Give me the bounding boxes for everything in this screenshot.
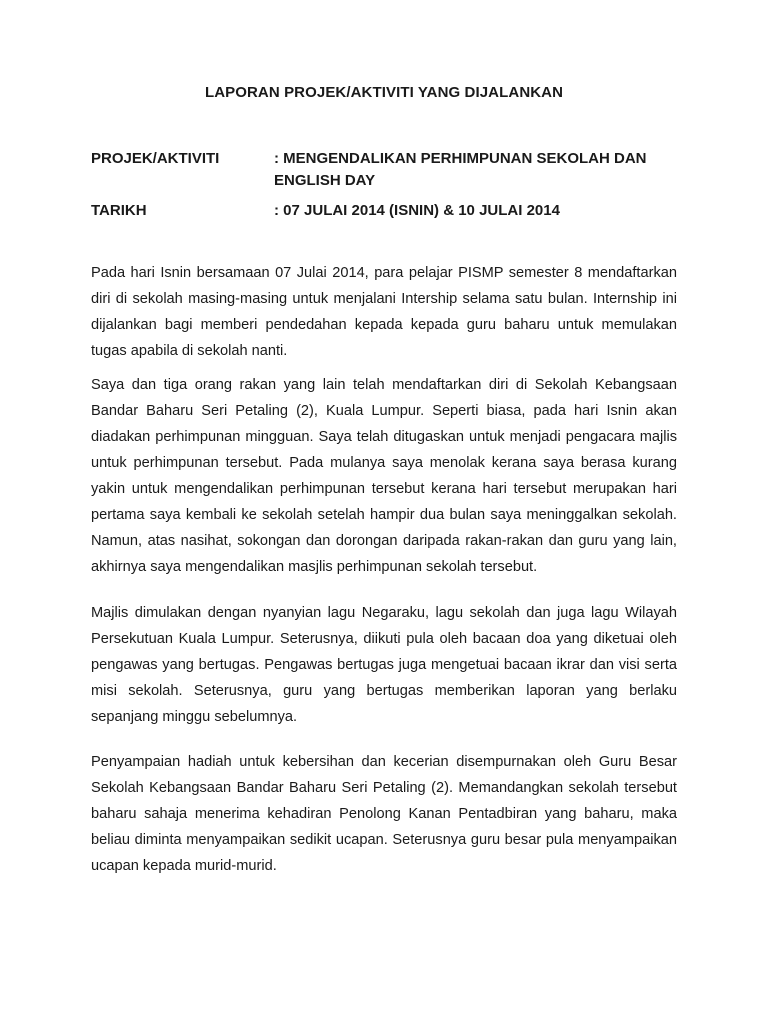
document-title: LAPORAN PROJEK/AKTIVITI YANG DIJALANKAN — [204, 84, 564, 101]
tarikh-label: TARIKH — [91, 202, 147, 219]
paragraph-2: Saya dan tiga orang rakan yang lain telah mendaftarkan diri di Sekolah Kebangsaan Bandar Baharu Seri Petaling (2), Kuala Lumpur. Seperti biasa, pada hari Isnin akan diadakan perhimpunan mingguan. Saya telah ditugaskan untuk menjadi pengacara majlis untuk perhimpunan tersebut. Pada mulanya saya menolak kerana saya berasa kurang yakin untuk mengendalikan perhimpunan tersebut kerana hari tersebut merupakan hari pertama saya kembali ke sekolah setelah hampir dua bulan saya meninggalkan sekolah. Namun, atas nasihat, sokongan dan dorongan daripada rakan-rakan dan guru yang lain, akhirnya saya mengendalikan masjlis perhimpunan sekolah tersebut. — [91, 377, 677, 575]
paragraph-3: Majlis dimulakan dengan nyanyian lagu Negaraku, lagu sekolah dan juga lagu Wilayah Persekutuan Kuala Lumpur. Seterusnya, diikuti pula oleh bacaan doa yang diketuai oleh pengawas yang bertugas. Pengawas bertugas juga mengetuai bacaan ikrar dan visi serta misi sekolah. Seterusnya, guru yang bertugas memberikan laporan yang berlaku sepanjang minggu sebelumnya. — [91, 605, 677, 725]
projek-label: PROJEK/AKTIVITI — [91, 150, 220, 167]
paragraph-4: Penyampaian hadiah untuk kebersihan dan kecerian disempurnakan oleh Guru Besar Sekolah Kebangsaan Bandar Baharu Seri Petaling (2). Memandangkan sekolah tersebut baharu sahaja menerima kehadiran Penolong Kanan Pentadbiran yang baharu, maka beliau diminta menyampaikan sedikit ucapan. Seterusnya guru besar pula menyampaikan ucapan kepada murid-murid. — [91, 754, 677, 874]
paragraph-1: Pada hari Isnin bersamaan 07 Julai 2014, para pelajar PISMP semester 8 mendaftarkan diri di sekolah masing-masing untuk menjalani Intership selama satu bulan. Internship ini dijalankan bagi memberi pendedahan kepada kepada guru baharu untuk memulakan tugas apabila di sekolah nanti. — [91, 265, 677, 359]
projek-value: : MENGENDALIKAN PERHIMPUNAN SEKOLAH DAN ENGLISH DAY — [274, 150, 647, 189]
tarikh-value: : 07 JULAI 2014 (ISNIN) & 10 JULAI 2014 — [274, 202, 560, 219]
